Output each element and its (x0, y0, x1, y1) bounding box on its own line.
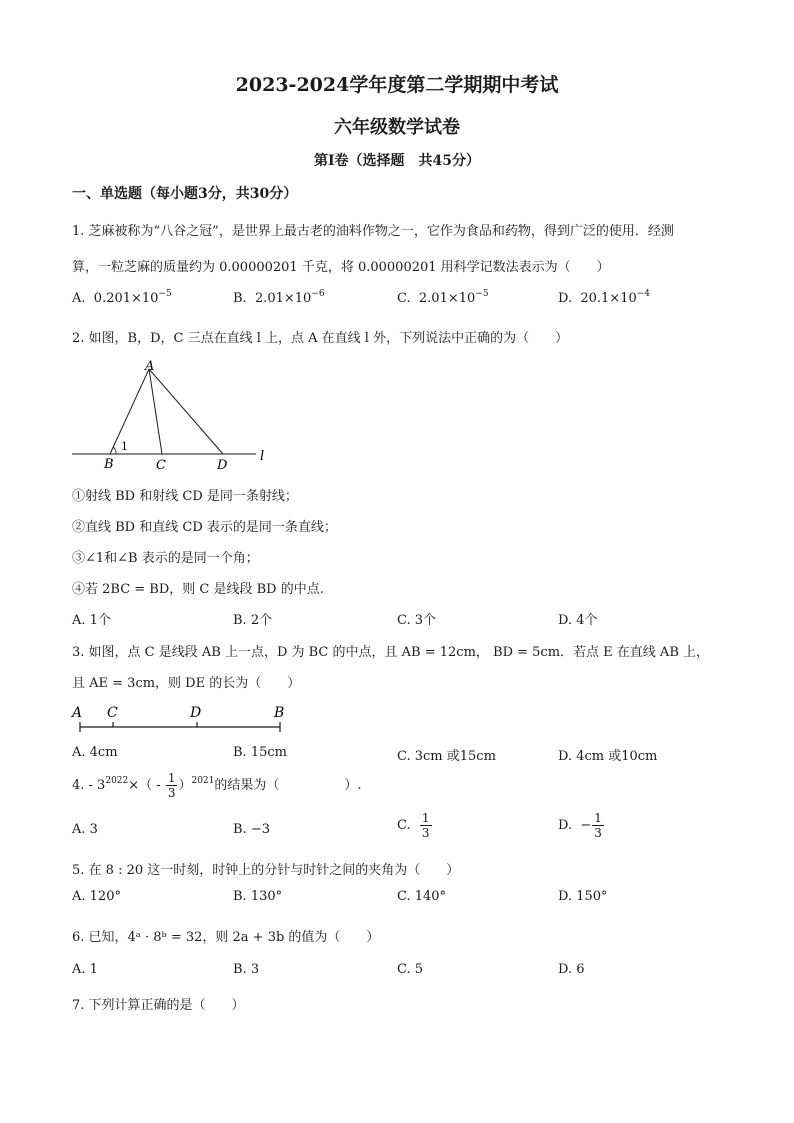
exam-subtitle: 六年级数学试卷 (334, 117, 460, 138)
q5-option-c: C. 140° (397, 889, 447, 904)
label-l: l (260, 449, 265, 464)
label-D: D (190, 705, 202, 721)
q3-option-d: D. 4cm 或10cm (558, 749, 658, 764)
q6-option-d: D. 6 (558, 962, 585, 977)
section-heading: 一、单选题（每小题3分，共30分） (72, 186, 298, 202)
exam-title: 2023-2024学年度第二学期期中考试 (235, 74, 559, 96)
q1-line1: 1. 芝麻被称为“八谷之冠”，是世界上最古老的油料作物之一，它作为食品和药物，得到广泛的使用．经测 (72, 224, 674, 239)
q5-option-d: D. 150° (558, 889, 608, 904)
label-C: C (156, 458, 166, 473)
q2-statement-2: ②直线 BD 和直线 CD 表示的是同一条直线； (72, 520, 337, 535)
q4-option-a: A. 3 (72, 822, 98, 837)
q3-option-b: B. 15cm (233, 745, 287, 760)
q4-option-c: C. $\frac{1}{3}$ (397, 811, 430, 840)
label-A: A (72, 705, 83, 721)
label-angle-1: 1 (121, 440, 128, 453)
q2-option-a: A. 1个 (72, 613, 111, 628)
label-D: D (217, 458, 228, 473)
angle-1-arc (113, 447, 116, 454)
q4-fraction: $\frac{1}{3}$ (167, 771, 176, 800)
q3-line1: 3. 如图，点 C 是线段 AB 上一点，D 为 BC 的中点，且 AB = 12cm， BD = 5cm．若点 E 在直线 AB 上， (72, 645, 710, 660)
q1-option-a: A. $0.201\times 10^{-5}$ (72, 289, 172, 306)
q6-option-a: A. 1 (72, 962, 98, 977)
part-heading: 第Ⅰ卷（选择题 共45分） (313, 153, 481, 169)
q1-line2: 算，一粒芝麻的质量约为 0.00000201 千克，将 0.00000201 用科学记数法表示为（ ） (72, 260, 610, 275)
q2-statement-4: ④若 2BC = BD，则 C 是线段 BD 的中点. (72, 582, 324, 597)
q6-option-b: B. 3 (233, 962, 260, 977)
q4-option-b: B. −3 (233, 822, 270, 837)
q3-line2: 且 AE = 3cm，则 DE 的长为（ ） (72, 676, 301, 691)
segment-AB (110, 369, 149, 454)
q5-option-b: B. 130° (233, 889, 283, 904)
q2-figure (66, 355, 276, 475)
q1-option-d: D. $20.1\times 10^{-4}$ (558, 289, 651, 306)
q6-option-c: C. 5 (397, 962, 424, 977)
label-B: B (104, 457, 114, 472)
q2-statement-3: ③∠1和∠B 表示的是同一个角； (72, 551, 259, 566)
q6-stem: 6. 已知，4ᵃ · 8ᵇ = 32，则 2a + 3b 的值为（ ） (72, 930, 380, 945)
q4-option-d: D. − $\frac{1}{3}$ (558, 811, 602, 840)
q5-option-a: A. 120° (72, 889, 121, 904)
q7-stem: 7. 下列计算正确的是（ ） (72, 998, 245, 1013)
q1-option-b: B. $2.01\times 10^{-6}$ (233, 289, 325, 306)
q2-stem: 2. 如图，B，D，C 三点在直线 l 上，点 A 在直线 l 外，下列说法中正确的为（ ） (72, 331, 569, 346)
q2-option-b: B. 2个 (233, 613, 273, 628)
q3-figure (66, 700, 296, 736)
label-C: C (107, 705, 118, 721)
q2-option-d: D. 4个 (558, 613, 598, 628)
q2-option-c: C. 3个 (397, 613, 437, 628)
q3-option-a: A. 4cm (72, 745, 118, 760)
label-B: B (274, 705, 285, 721)
q5-stem: 5. 在 8 : 20 这一时刻，时钟上的分针与时针之间的夹角为（ ） (72, 863, 460, 878)
label-A: A (145, 359, 155, 374)
q4-stem: 4. - $3^{2022}\times$（ - $\frac{1}{3}$ ）$^{2021}$的结果为（ ）. (72, 771, 362, 800)
q1-option-c: C. $2.01\times 10^{-5}$ (397, 289, 489, 306)
q2-statement-1: ①射线 BD 和射线 CD 是同一条射线； (72, 489, 298, 504)
q3-option-c: C. 3cm 或15cm (397, 749, 496, 764)
